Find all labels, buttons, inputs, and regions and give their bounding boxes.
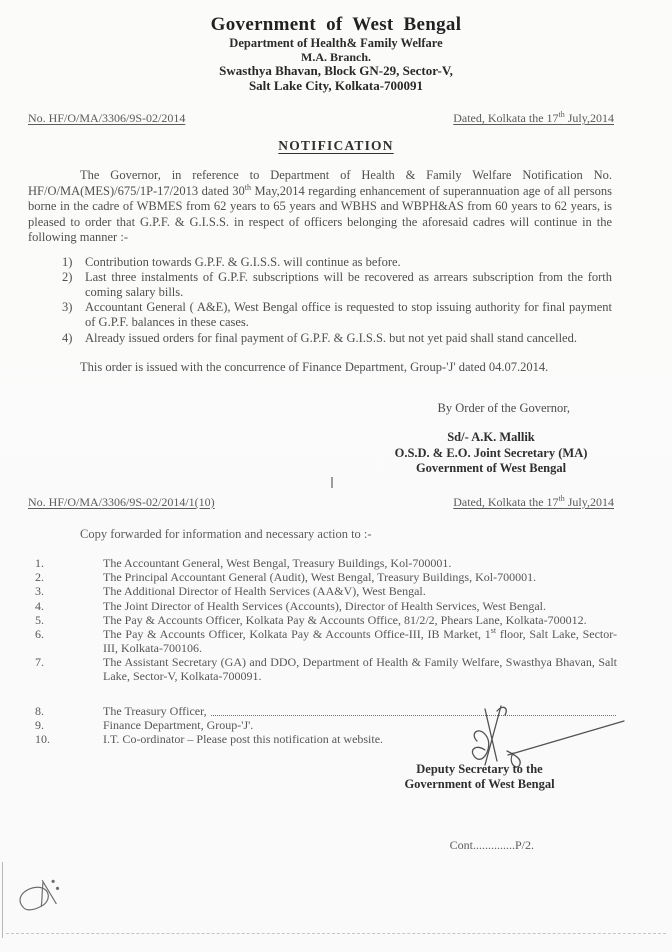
list-item-number: 9. xyxy=(35,718,44,733)
opening-paragraph xyxy=(28,168,612,246)
list-item-number: 4. xyxy=(35,598,44,613)
opening-paragraph-ordinal: th xyxy=(244,182,252,192)
list-item-number: 3) xyxy=(62,300,73,315)
memo-number-1: No. HF/O/MA/3306/9S-02/2014 xyxy=(28,111,186,125)
memo-row-2 xyxy=(28,495,614,510)
list-item-number: 8. xyxy=(35,703,44,718)
address-line-2: Salt Lake City, Kolkata-700091 xyxy=(248,77,424,93)
list-item xyxy=(35,656,617,684)
list-item-number: 7. xyxy=(35,655,44,670)
order-points-list xyxy=(62,255,612,346)
signatory-block xyxy=(362,430,620,477)
memo-number-2: No. HF/O/MA/3306/9S-02/2014/1(10) xyxy=(28,494,215,509)
list-item-text: Already issued orders for final payment of G.P.F. & G.I.S.S. but not yet paid shall stand cancelled. xyxy=(85,330,577,345)
list-item-ordinal: st xyxy=(490,626,497,636)
list-item-text: Accountant General ( A&E), West Bengal office is requested to stop issuing authority for final payment of G.P.F. balances in these cases. xyxy=(85,300,612,330)
list-item xyxy=(35,600,617,614)
list-item-text-b: floor, Salt Lake, Sector-III, Kolkata-700106. xyxy=(103,627,617,655)
concurrence-paragraph: This order is issued with the concurrence of Finance Department, Group-'J' dated 04.07.2014. xyxy=(80,359,549,374)
list-item-number: 10. xyxy=(35,732,50,747)
list-item xyxy=(35,614,617,628)
by-order-line: By Order of the Governor, xyxy=(437,401,570,416)
department-line: Department of Health& Family Welfare xyxy=(229,36,443,50)
list-item-number: 1) xyxy=(62,254,73,269)
opening-paragraph-a: The Governor, in reference to Department of Health & Family Welfare Notification No. HF/O/MA(MES)/675/1P-17/2013 dated 30 xyxy=(28,168,612,198)
list-item-number: 2. xyxy=(35,570,44,585)
handwritten-initials xyxy=(6,868,75,930)
date-line-2 xyxy=(453,495,614,510)
list-item-number: 1. xyxy=(35,555,44,570)
list-item-text: The Additional Director of Health Services (AA&V), West Bengal. xyxy=(103,584,426,599)
list-item xyxy=(35,585,617,599)
list-item-number: 5. xyxy=(35,612,44,627)
signatory-sd: Sd/- A.K. Mallik xyxy=(447,430,535,445)
list-item xyxy=(62,331,612,346)
list-item-text: The Joint Director of Health Services (Accounts), Director of Health Services, West Bengal. xyxy=(103,598,547,613)
list-item-text: The Accountant General, West Bengal, Treasury Buildings, Kol-700001. xyxy=(103,555,452,570)
list-item-number: 2) xyxy=(62,269,73,284)
list-item-number: 4) xyxy=(62,330,73,345)
list-item-number: 3. xyxy=(35,584,44,599)
date-1-pre: Dated, Kolkata the 17 xyxy=(453,111,559,125)
signatory-org: Government of West Bengal xyxy=(415,461,567,476)
list-item xyxy=(62,270,612,300)
list-item-text: The Pay & Accounts Officer, Kolkata Pay & Accounts Office, 81/2/2, Phears Lane, Kolkata-700012. xyxy=(103,612,587,627)
date-2-ordinal: th xyxy=(558,493,565,503)
list-item-text: Contribution towards G.P.F. & G.I.S.S. will continue as before. xyxy=(85,254,401,269)
letterhead xyxy=(0,0,672,93)
list-item-text: The Treasury Officer, xyxy=(103,703,207,718)
list-item-number: 6. xyxy=(35,627,44,642)
list-item xyxy=(62,255,612,270)
copy-forwarded-line: Copy forwarded for information and necessary action to :- xyxy=(80,526,372,541)
signatory-designation: O.S.D. & E.O. Joint Secretary (MA) xyxy=(394,445,588,460)
address-line-1: Swasthya Bhavan, Block GN-29, Sector-V, xyxy=(219,63,453,78)
footer-signatory-line-2: Government of West Bengal xyxy=(404,777,555,791)
list-item xyxy=(35,557,617,571)
footer-signatory-line-1: Deputy Secretary to the xyxy=(416,762,543,776)
memo-row-1 xyxy=(28,111,614,126)
list-item-text xyxy=(103,628,617,656)
org-title: Government of West Bengal xyxy=(210,14,462,35)
list-item-text: Finance Department, Group-'J'. xyxy=(103,718,254,733)
list-item-text-a: The Pay & Accounts Officer, Kolkata Pay & Accounts Office-III, IB Market, 1 xyxy=(103,627,491,642)
opening-paragraph-b: May,2014 regarding enhancement of superannuation age of all persons borne in the cadre of WBMES from 62 years to 65 years and WBHS and WBPH&AS from 60 years to 62 years, is pleased to order that G.P.F. & G.I.S.S. in respect of officers belonging the aforesaid cadres will continue in the following manner :- xyxy=(28,183,612,244)
fold-tick-mark xyxy=(331,477,333,488)
list-item-text: The Principal Accountant General (Audit), West Bengal, Treasury Buildings, Kol-700001. xyxy=(103,570,537,585)
date-2-pre: Dated, Kolkata the 17 xyxy=(453,494,559,509)
list-item xyxy=(35,628,617,656)
notification-heading: NOTIFICATION xyxy=(278,138,394,153)
list-item-text: Last three instalments of G.P.F. subscriptions will be recovered as arrears subscription from the forth coming salary bills. xyxy=(85,269,612,299)
branch-line: M.A. Branch. xyxy=(301,50,371,64)
date-2-post: July,2014 xyxy=(564,494,614,509)
footer-signatory-block xyxy=(352,762,607,792)
scan-edge-bottom xyxy=(6,933,666,934)
continuation-note: Cont..............P/2. xyxy=(449,838,534,852)
scan-edge-vertical xyxy=(2,862,3,938)
list-item-text: The Assistant Secretary (GA) and DDO, Department of Health & Family Welfare, Swasthya Bhavan, Salt Lake, Sector-V, Kolkata-700091. xyxy=(103,655,617,684)
list-item-text: I.T. Co-ordinator – Please post this notification at website. xyxy=(103,732,384,747)
list-item xyxy=(62,300,612,330)
date-line-1 xyxy=(453,111,614,126)
list-item xyxy=(35,571,617,585)
date-1-post: July,2014 xyxy=(564,111,614,125)
date-1-ordinal: th xyxy=(558,110,565,119)
